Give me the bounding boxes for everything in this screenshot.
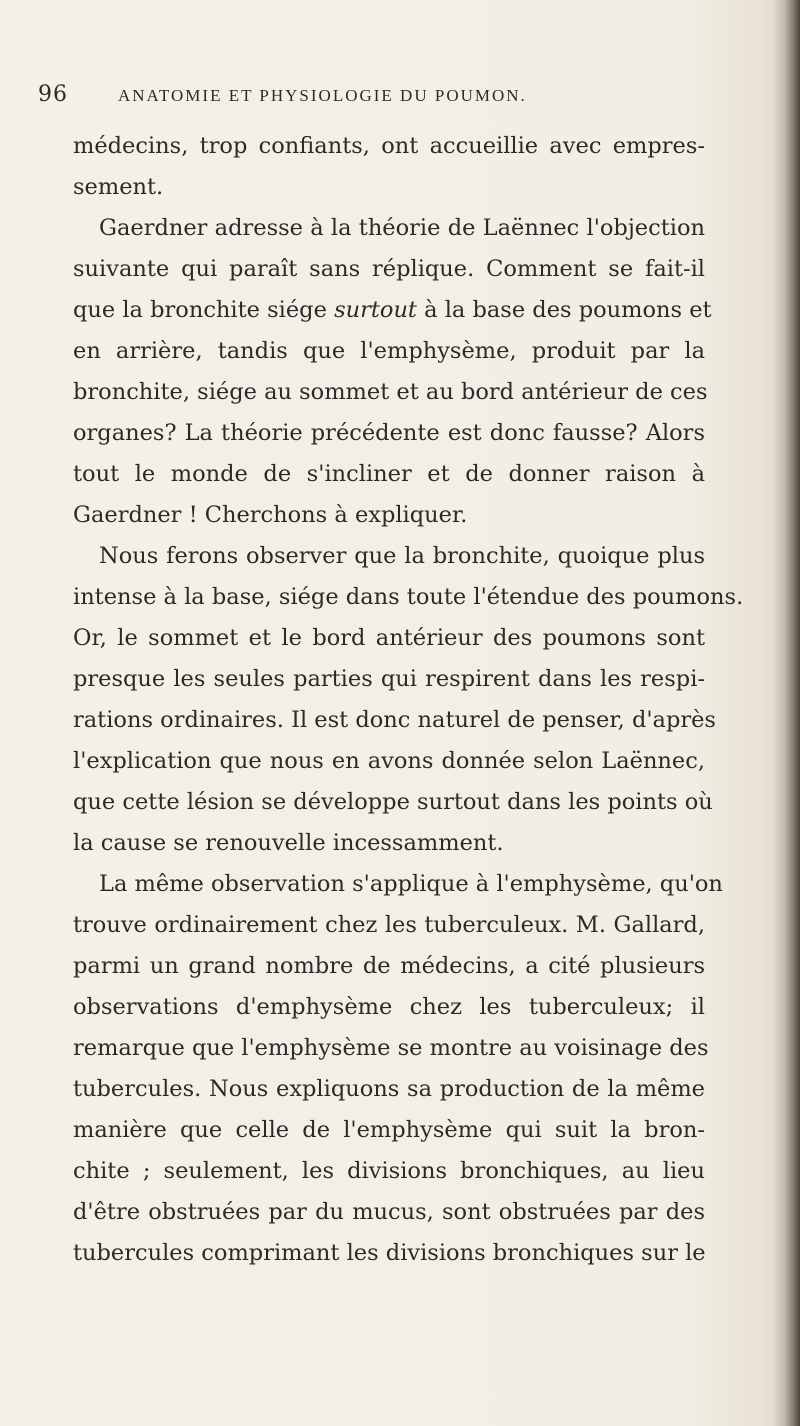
text-line: Nous ferons observer que la bronchite, quoique plus bbox=[99, 543, 705, 569]
text-line: bronchite, siége au sommet et au bord antérieur de ces bbox=[73, 379, 708, 405]
text-line: observations d'emphysème chez les tuberculeux; il bbox=[73, 994, 705, 1020]
text-line: parmi un grand nombre de médecins, a cité plusieurs bbox=[73, 953, 705, 979]
text-line: que cette lésion se développe surtout dans les points où bbox=[73, 789, 713, 815]
text-line: l'explication que nous en avons donnée selon Laënnec, bbox=[73, 748, 705, 774]
page-gutter-shadow bbox=[772, 0, 800, 1426]
text-line: intense à la base, siége dans toute l'étendue des poumons. bbox=[73, 584, 744, 610]
text-line: en arrière, tandis que l'emphysème, produit par la bbox=[73, 338, 705, 364]
page-header bbox=[38, 82, 678, 110]
text-span: à la base des poumons et bbox=[424, 297, 712, 323]
text-line bbox=[73, 290, 712, 331]
italic-emphasis: surtout bbox=[334, 297, 417, 323]
text-line: la cause se renouvelle incessamment. bbox=[73, 830, 504, 856]
text-line: sement. bbox=[73, 174, 164, 200]
text-line: Gaerdner ! Cherchons à expliquer. bbox=[73, 502, 468, 528]
text-line: chite ; seulement, les divisions bronchiques, au lieu bbox=[73, 1158, 705, 1184]
body-text bbox=[73, 126, 744, 1274]
text-line: tubercules. Nous expliquons sa production de la même bbox=[73, 1076, 705, 1102]
text-line: Gaerdner adresse à la théorie de Laënnec l'objection bbox=[99, 215, 705, 241]
text-line: d'être obstruées par du mucus, sont obstruées par des bbox=[73, 1199, 705, 1225]
text-line: remarque que l'emphysème se montre au voisinage des bbox=[73, 1035, 709, 1061]
text-line: presque les seules parties qui respirent dans les respi- bbox=[73, 666, 705, 692]
text-span: que la bronchite siége bbox=[73, 297, 327, 323]
text-line: Or, le sommet et le bord antérieur des poumons sont bbox=[73, 625, 705, 651]
text-line: trouve ordinairement chez les tuberculeux. M. Gallard, bbox=[73, 912, 705, 938]
text-line: organes? La théorie précédente est donc fausse? Alors bbox=[73, 420, 705, 446]
running-title: ANATOMIE ET PHYSIOLOGIE DU POUMON. bbox=[118, 86, 527, 105]
text-line: La même observation s'applique à l'emphysème, qu'on bbox=[99, 871, 723, 897]
text-line: tout le monde de s'incliner et de donner raison à bbox=[73, 461, 705, 487]
text-line: médecins, trop confiants, ont accueillie avec empres- bbox=[73, 133, 705, 159]
text-line: rations ordinaires. Il est donc naturel de penser, d'après bbox=[73, 707, 716, 733]
text-line: suivante qui paraît sans réplique. Comment se fait-il bbox=[73, 256, 705, 282]
page-number: 96 bbox=[38, 82, 68, 107]
text-line: manière que celle de l'emphysème qui suit la bron- bbox=[73, 1117, 705, 1143]
text-line: tubercules comprimant les divisions bronchiques sur le bbox=[73, 1240, 706, 1266]
